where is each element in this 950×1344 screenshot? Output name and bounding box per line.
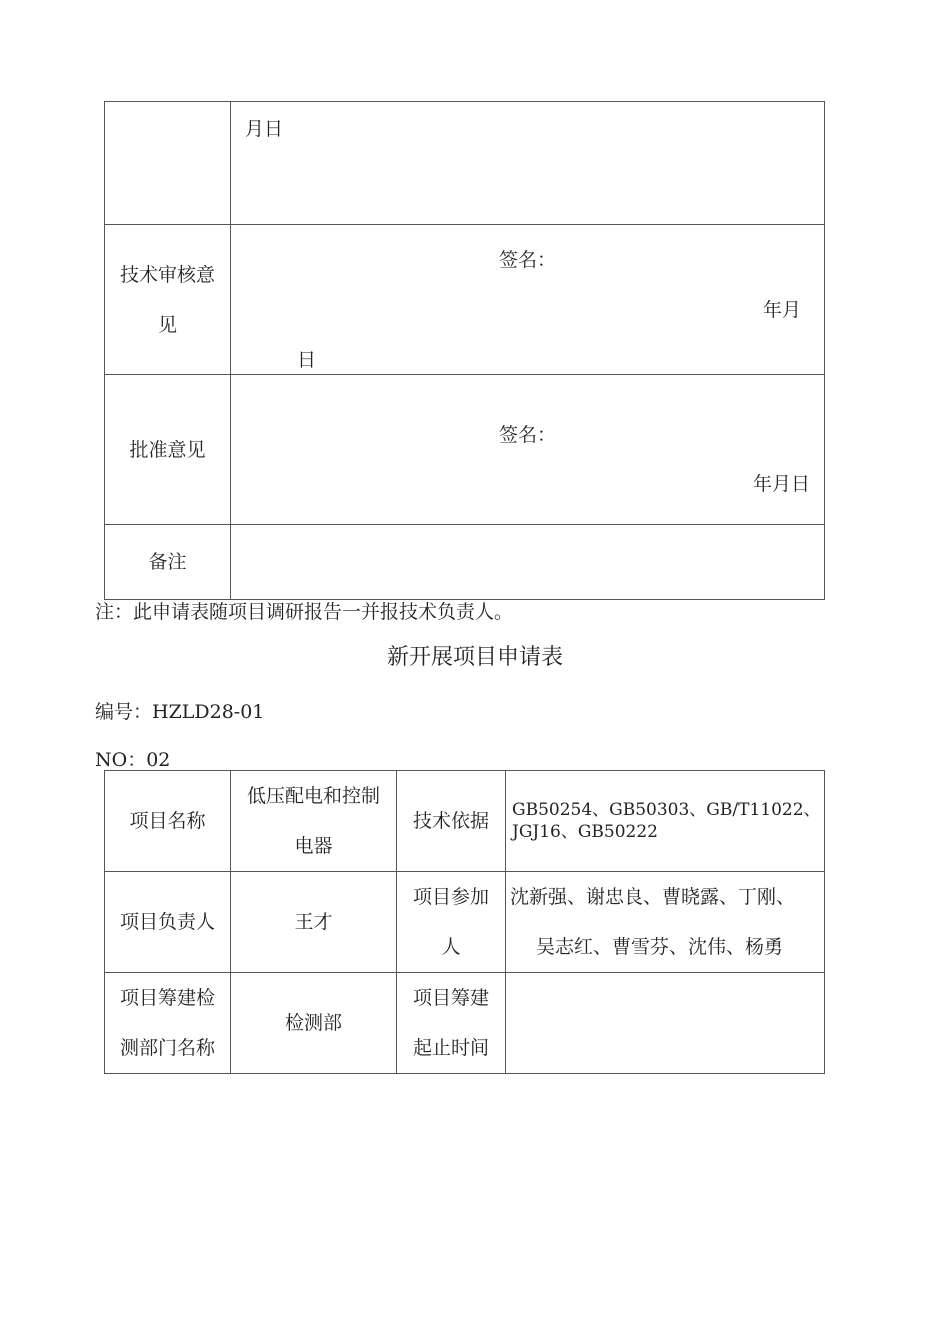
date-text: 年月日 <box>753 473 811 495</box>
remarks-cell <box>231 525 825 600</box>
row-label-empty <box>105 102 231 225</box>
department-value: 检测部 <box>231 973 397 1074</box>
table-row <box>105 872 825 973</box>
table-row <box>105 375 825 525</box>
table-row <box>105 525 825 600</box>
date-year-month: 年月 <box>763 299 802 321</box>
participants-value: 沈新强、谢忠良、曹晓露、丁刚、 吴志红、曹雪芬、沈伟、杨勇 <box>506 872 825 973</box>
department-label: 项目筹建检 测部门名称 <box>105 973 231 1074</box>
technical-review-cell <box>231 225 825 375</box>
table-row <box>105 771 825 872</box>
date-cell <box>231 102 825 225</box>
table-row <box>105 225 825 375</box>
table-row <box>105 973 825 1074</box>
approval-cell <box>231 375 825 525</box>
project-name-label: 项目名称 <box>105 771 231 872</box>
table-row <box>105 102 825 225</box>
remarks-label: 备注 <box>105 525 231 600</box>
participants-label: 项目参加 人 <box>397 872 506 973</box>
form-number: NO：02 <box>95 749 171 771</box>
project-name-value: 低压配电和控制 电器 <box>231 771 397 872</box>
project-application-table <box>104 770 825 1074</box>
signature-label: 签名： <box>499 249 557 271</box>
technical-basis-label: 技术依据 <box>397 771 506 872</box>
form-code: 编号：HZLD28-01 <box>95 701 265 723</box>
approval-table <box>104 101 825 600</box>
footnote: 注：此申请表随项目调研报告一并报技术负责人。 <box>95 601 514 623</box>
technical-review-label: 技术审核意 见 <box>105 225 231 375</box>
period-value <box>506 973 825 1074</box>
period-label: 项目筹建 起止时间 <box>397 973 506 1074</box>
project-leader-value: 王才 <box>231 872 397 973</box>
technical-basis-value: GB50254、GB50303、GB/T11022、 JGJ16、GB50222 <box>506 771 825 872</box>
project-leader-label: 项目负责人 <box>105 872 231 973</box>
page-title: 新开展项目申请表 <box>386 645 563 670</box>
approval-label: 批准意见 <box>105 375 231 525</box>
date-day: 日 <box>297 349 317 371</box>
signature-label: 签名： <box>499 424 557 446</box>
date-text: 月日 <box>245 118 284 140</box>
